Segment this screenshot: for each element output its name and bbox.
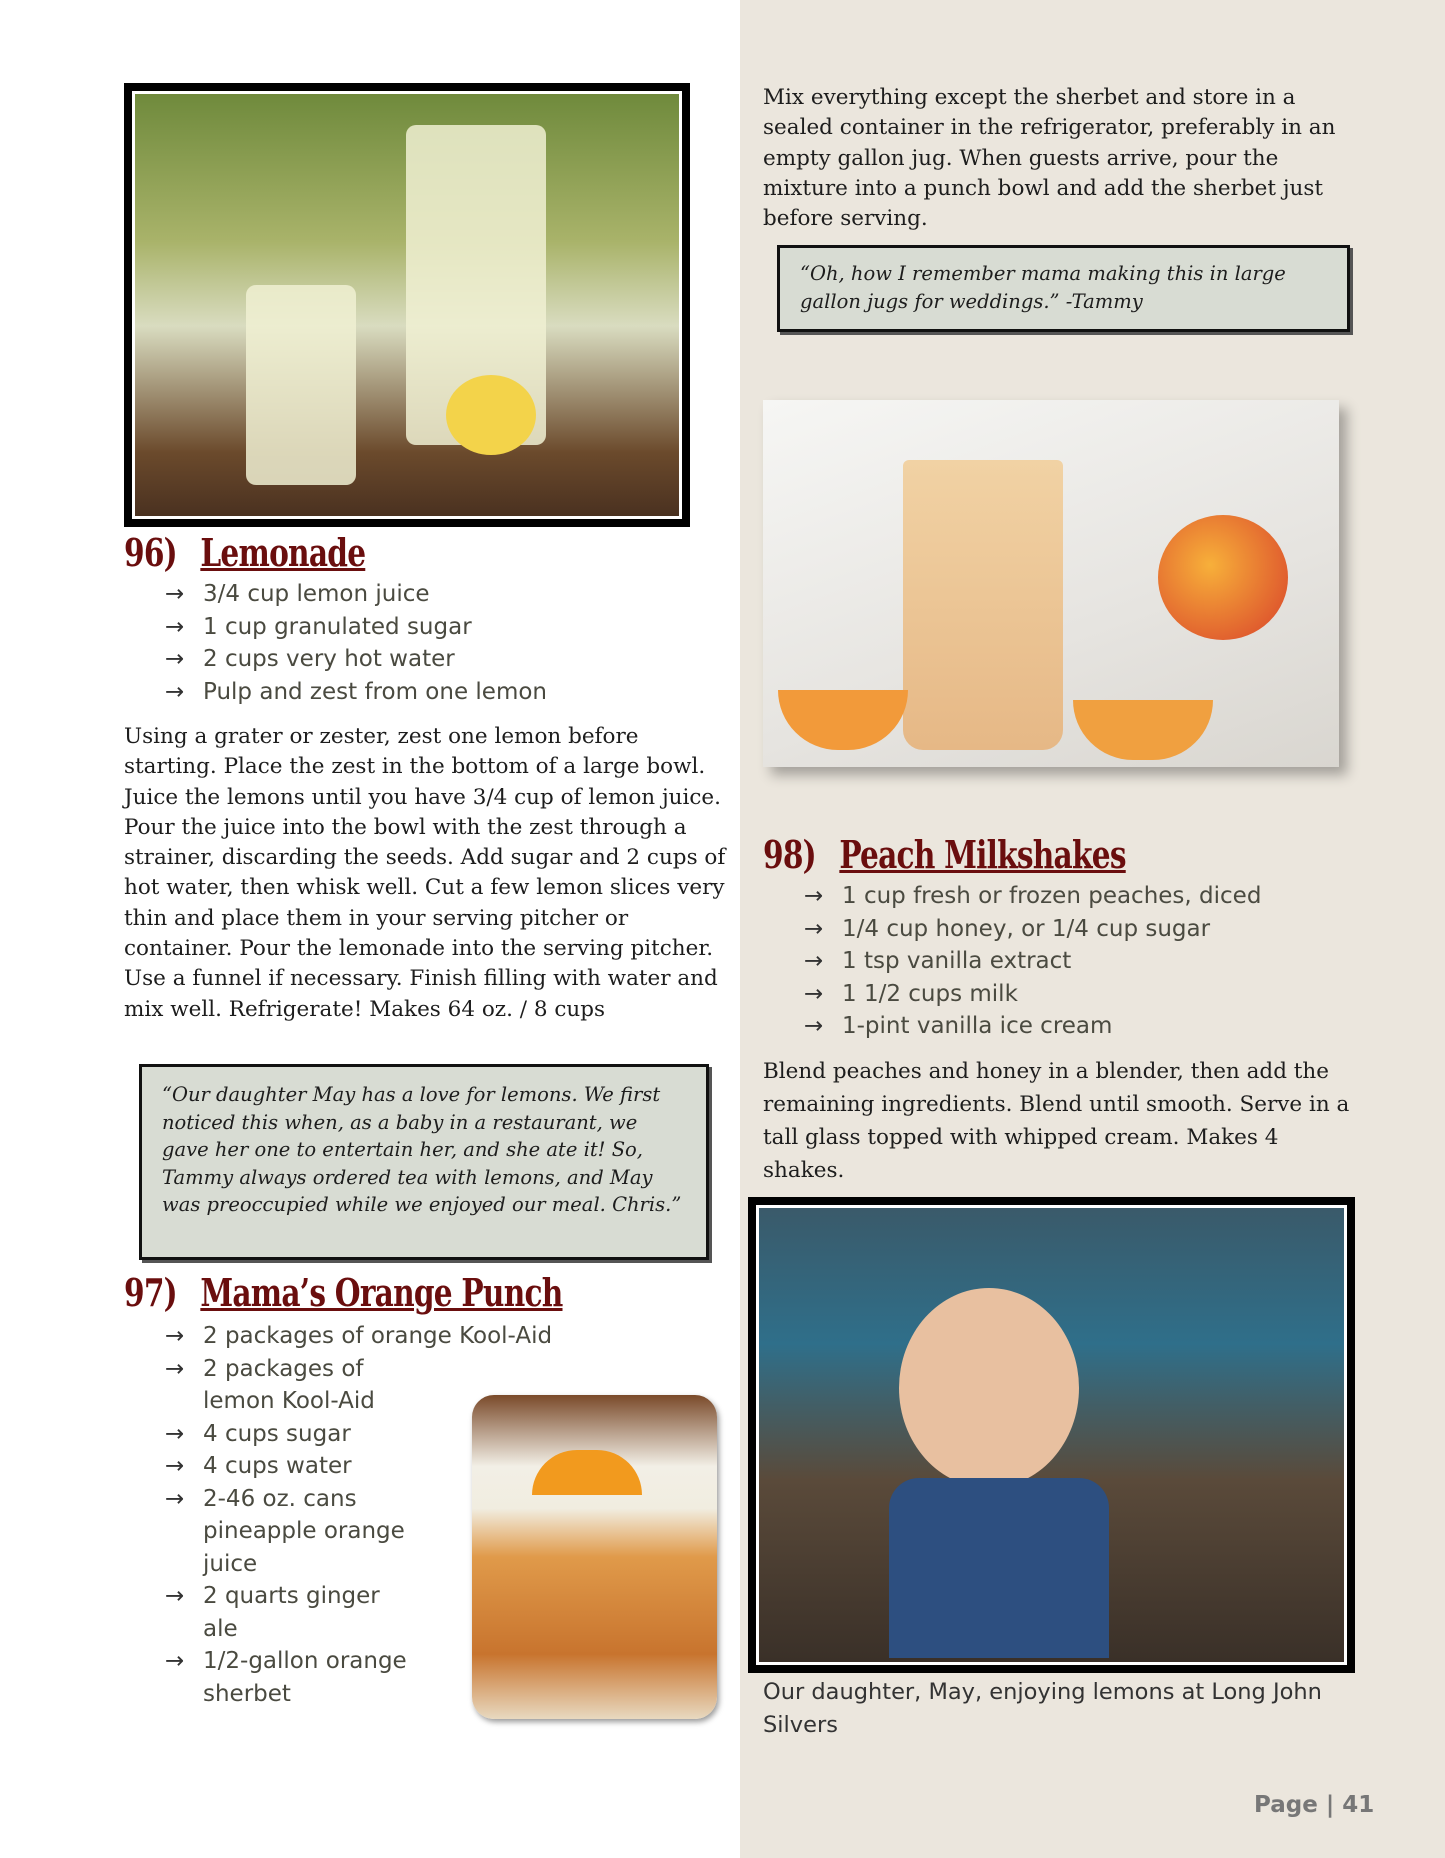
arrow-right-icon: → [804, 948, 824, 974]
ingredient: → 1 tsp vanilla extract [804, 945, 1364, 978]
may-photo [756, 1205, 1347, 1665]
recipe-number: 97) [124, 1270, 177, 1315]
lemonade-photo-frame [124, 83, 690, 527]
recipe-number: 98) [763, 832, 816, 877]
arrow-right-icon: → [804, 1013, 824, 1039]
arrow-right-icon: → [165, 1453, 185, 1479]
ingredient: → 1 cup granulated sugar [165, 611, 725, 644]
orange-punch-photo [472, 1395, 717, 1719]
child-overalls-shape [889, 1478, 1109, 1658]
arrow-right-icon: → [165, 1648, 185, 1674]
ingredient: → 1 1/2 cups milk [804, 978, 1364, 1011]
arrow-right-icon: → [165, 613, 185, 640]
peach-slice-shape [778, 690, 908, 750]
ingredient: → 1/4 cup honey, or 1/4 cup sugar [804, 913, 1364, 946]
recipe-98-ingredients [804, 880, 1364, 1043]
photo-caption: Our daughter, May, enjoying lemons at Long John Silvers [763, 1679, 1322, 1738]
recipe-98-heading [763, 832, 1126, 877]
ingredient: → 2 cups very hot water [165, 643, 725, 676]
arrow-right-icon: → [165, 646, 185, 672]
arrow-right-icon: → [804, 883, 824, 909]
ingredient: → Pulp and zest from one lemon [165, 676, 725, 709]
recipe-98-instructions: Blend peaches and honey in a blender, then add the remaining ingredients. Blend until smooth. Serve in a tall glass topped with whipped cream. Makes 4 shakes. [763, 1059, 1350, 1183]
ingredient: → 2-46 oz. cans pineapple orange juice [165, 1483, 433, 1581]
recipe-title: Mama’s Orange Punch [200, 1270, 563, 1315]
page-number: Page | 41 [1254, 1792, 1375, 1818]
arrow-right-icon: → [804, 980, 824, 1007]
lemon-shape [446, 375, 536, 455]
may-photo-frame [748, 1197, 1355, 1673]
recipe-title: Peach Milkshakes [839, 832, 1126, 877]
recipe-title: Lemonade [200, 530, 366, 575]
recipe-97-quote: “Oh, how I remember mama making this in large gallon jugs for weddings.” -Tammy [777, 245, 1350, 332]
arrow-right-icon: → [165, 1323, 185, 1349]
child-face-shape [899, 1288, 1079, 1488]
arrow-right-icon: → [804, 915, 824, 942]
arrow-right-icon: → [165, 678, 185, 705]
recipe-number: 96) [124, 530, 177, 575]
peach-milkshake-photo [763, 400, 1339, 767]
ingredient: → 1-pint vanilla ice cream [804, 1010, 1364, 1043]
recipe-96-quote: “Our daughter May has a love for lemons. We first noticed this when, as a baby in a restaurant, we gave her one to entertain her, and she ate it! So, Tammy always ordered tea with lemons, and May was preoccupied while we enjoyed our meal. Chris.” [139, 1064, 709, 1260]
arrow-right-icon: → [165, 1420, 185, 1447]
ingredient: → 2 packages of orange Kool-Aid [165, 1320, 595, 1353]
arrow-right-icon: → [165, 1355, 185, 1382]
arrow-right-icon: → [165, 1485, 185, 1512]
ingredient: → 1/2-gallon orange sherbet [165, 1645, 443, 1710]
peach-half-shape [1073, 700, 1213, 760]
glass-shape [246, 285, 356, 485]
milkshake-glass-shape [903, 460, 1063, 750]
arrow-right-icon: → [165, 1583, 185, 1609]
ingredient: → 4 cups water [165, 1450, 595, 1483]
ingredient: → 2 quarts ginger ale [165, 1580, 403, 1645]
ingredient: → 4 cups sugar [165, 1418, 595, 1451]
lemonade-photo [132, 91, 682, 519]
recipe-97-instructions: Mix everything except the sherbet and store in a sealed container in the refrigerator, preferably in an empty gallon jug. When guests arrive, pour the mixture into a punch bowl and add the sherbet just before serving. [763, 85, 1336, 232]
orange-slice-shape [532, 1450, 642, 1495]
ingredient: → 2 packages of lemon Kool-Aid [165, 1353, 403, 1418]
ingredient: → 3/4 cup lemon juice [165, 578, 725, 611]
recipe-96-heading [124, 530, 365, 575]
peach-shape [1158, 515, 1288, 640]
ingredient: → 1 cup fresh or frozen peaches, diced [804, 880, 1364, 913]
recipe-96-ingredients [165, 578, 725, 708]
arrow-right-icon: → [165, 581, 185, 607]
recipe-97-heading [124, 1270, 563, 1315]
recipe-96-instructions: Using a grater or zester, zest one lemon before starting. Place the zest in the bottom of a large bowl. Juice the lemons until you have 3/4 cup of lemon juice. Pour the juice into the bowl with the zest through a strainer, discarding the seeds. Add sugar and 2 cups of hot water, then whisk well. Cut a few lemon slices very thin and place them in your serving pitcher or container. Pour the lemonade into the serving pitcher. Use a funnel if necessary. Finish filling with water and mix well. Refrigerate! Makes 64 oz. / 8 cups [124, 724, 726, 1022]
